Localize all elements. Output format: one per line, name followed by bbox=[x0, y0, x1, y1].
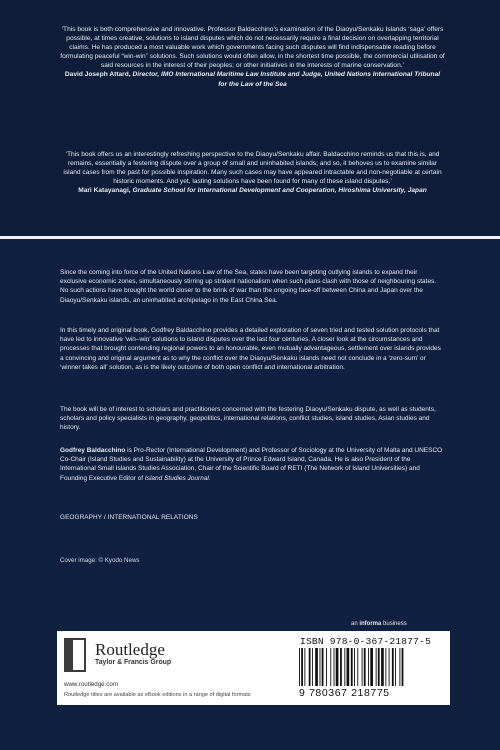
ebook-note: Routledge titles are available as eBook editions in a range of digital formats bbox=[64, 692, 251, 698]
journal-title: Island Studies Journal bbox=[144, 474, 209, 482]
informa-suffix: business bbox=[381, 621, 407, 627]
publisher-name: Routledge bbox=[95, 640, 165, 659]
informa-business-line bbox=[351, 621, 407, 627]
quote-text: ‘This book offers us an interestingly refreshing perspective to the Diaoyu/Senkaku affair. Baldacchino reminds us that this is, and remains, essentially a festering dispute over a group of small and uninhabited islands; and so, it behoves us to examine similar island cases from the past for possible inspiration. Many such cases may have appeared intractable and non-negotiable at certain historic moments. And yet, lasting solutions have been found for many of these island disputes.’ bbox=[63, 151, 442, 186]
blurb-paragraph-1: Since the coming into force of the United Nations Law of the Sea, states have been targeting outlying islands to expand their exclusive economic zones, simultaneously stirring up strident nationalism when such plans clash with those of neighbouring states. No such actions have brought the world closer to the brink of war than the ongoing face-off between China and Japan over the Diaoyu/Senkaku islands, an uninhabited archipelago in the East China Sea. bbox=[60, 269, 437, 304]
publisher-group: Taylor & Francis Group bbox=[95, 659, 172, 666]
isbn-label: ISBN 978-0-367-21877-5 bbox=[300, 636, 432, 647]
endorsement-quote-1 bbox=[60, 25, 445, 89]
quote-attribution: David Joseph Attard, bbox=[64, 71, 131, 79]
author-bio-text: is Pro-Rector (International Development) and Professor of Sociology at the University of Malta and UNESCO Co-Chair (Island Studies and Sustainability) at the University of Prince Edward Island, Canada. He is also President of the International Small Islands Studies Association, Chair of the Scientific Board of RETI (The Network of Island Universities) and Founding Executive Editor of bbox=[60, 447, 443, 482]
bio-end: . bbox=[208, 474, 211, 482]
author-name: Godfrey Baldacchino bbox=[60, 447, 126, 454]
author-bio bbox=[60, 446, 445, 483]
informa-word: informa bbox=[359, 621, 382, 627]
section-divider bbox=[0, 236, 500, 239]
quote-attribution: Mari Katayanagi, bbox=[78, 187, 131, 195]
informa-prefix: an bbox=[351, 621, 360, 627]
publisher-url: www.routledge.com bbox=[64, 681, 118, 688]
subject-category: GEOGRAPHY / INTERNATIONAL RELATIONS bbox=[60, 514, 198, 521]
quote-text: ‘This book is both comprehensive and innovative. Professor Baldacchino’s examination of the Diaoyu/Senkaku Islands ‘saga’ offers possible, at times creative, solutions to island disputes which do not necessarily require a final decision on overlapping territorial claims. He has produced a most valuable work which governments facing such disputes will find indispensable reading before formulating peaceful “win-win” solutions. Such solutions would often allow, in the shortest time possible, the commercial utilisation of said resources in the interest of their peoples; or other initiatives in the interests of marine conservation.’ bbox=[60, 26, 445, 70]
blurb-paragraph-3: The book will be of interest to scholars and practitioners concerned with the festering Diaoyu/Senkaku dispute, as well as students, scholars and policy specialists in geography, geopolitics, international relations, conflict studies, island studies, Asian studies and history. bbox=[60, 406, 436, 432]
routledge-logo-icon bbox=[64, 638, 86, 672]
cover-image-credit: Cover image: © Kyodo News bbox=[60, 557, 140, 564]
endorsement-quote-2 bbox=[60, 150, 445, 195]
blurb-paragraph-2: In this timely and original book, Godfrey Baldacchino provides a detailed exploration of seven tried and tested solution protocols that have led to innovative ‘win–win’ solutions to island disputes over the last four centuries. A closer look at the circumstances and processes that brought contending regional powers to an honourable, even mutually advantageous, settlement over islands provides a convincing and original argument as to why the conflict over the Diaoyu/Senkaku islands need not conclude in a ‘zero-sum’ or ‘winner takes all’ solution, as is the likely outcome of both open conflict and international arbitration. bbox=[60, 327, 441, 371]
barcode-icon bbox=[297, 648, 449, 686]
logo-vertical-text: ROUTLEDGE bbox=[73, 639, 79, 670]
quote-role: Graduate School for International Development and Cooperation, Hiroshima University, Japan bbox=[132, 187, 427, 195]
isbn-barcode-digits: 9 780367 218775 bbox=[299, 687, 390, 699]
quote-role: Director, IMO International Maritime Law Institute and Judge, United Nations International Tribunal for the Law of the Sea bbox=[132, 71, 441, 88]
